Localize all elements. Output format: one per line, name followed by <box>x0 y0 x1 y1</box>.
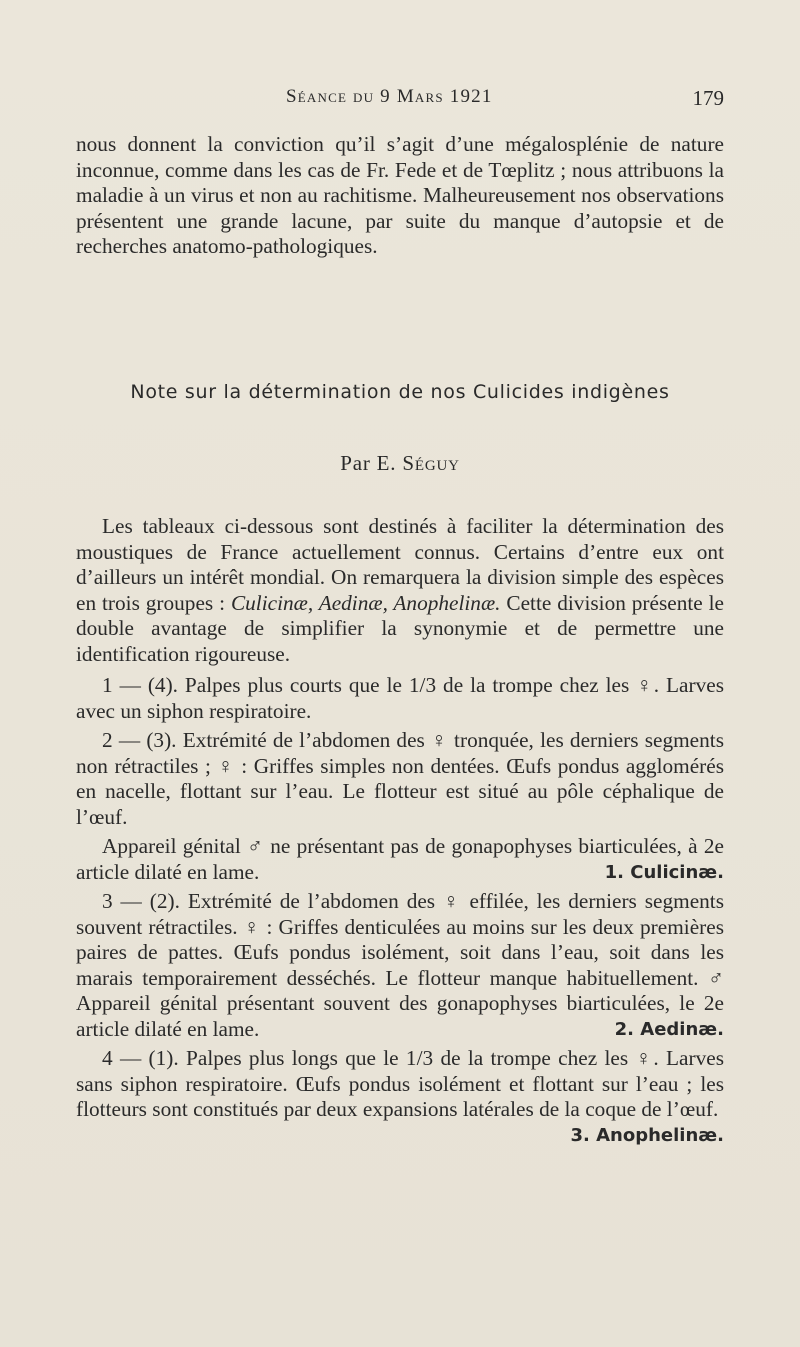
article-title: Note sur la détermination de nos Culicides indigènes <box>130 381 670 403</box>
key-entry-text: 2 — (3). Extrémité de l’abdomen des ♀ tronquée, les derniers segments non rétractiles ; ♀ : Griffes simples non dentées. Œufs pondus agglomérés en nacelle, flottant sur l’eau. Le flotteur est situé au pôle céphalique de l’œuf. <box>76 728 724 829</box>
key-entry-text: Appareil génital ♂ ne présentant pas de gonapophyses biarticulées, à 2e article dilaté en lame. <box>76 834 724 884</box>
article-groups: Culicinæ, Aedinæ, Anophelinæ. <box>230 590 501 615</box>
running-head-title: Séance du 9 Mars 1921 <box>286 86 493 107</box>
intro-paragraph: nous donnent la conviction qu’il s’agit d’une mégalosplénie de nature inconnue, comme dans les cas de Fr. Fede et de Tœplitz ; nous attribuons la maladie à un virus et non au rachitisme. Malheureusement nos observations présentent une grande lacune, par suite du manque d’autopsie et de recherches anatomo-pathologiques. <box>76 132 724 258</box>
author-name: Séguy <box>402 451 460 475</box>
key-entry-2 <box>76 728 724 830</box>
key-result-aedinae: 2. Aedinæ. <box>614 1018 724 1040</box>
intro-paragraph-block <box>76 132 724 260</box>
key-entry-3 <box>76 889 724 1042</box>
key-entry-2-continued <box>76 834 724 885</box>
running-head <box>76 86 724 114</box>
article-body <box>76 514 724 1148</box>
key-entry-4 <box>76 1046 724 1146</box>
article-author <box>76 451 724 476</box>
key-entry-text: 3 — (2). Extrémité de l’abdomen des ♀ effilée, les derniers segments souvent rétractiles. ♀ : Griffes denticulées au moins sur les deux premières paires de pattes. Œufs pondus isolément, soit dans l’eau, soit dans les marais temporairement desséchés. Le flotteur manque habituellement. ♂ Appareil génital présentant souvent des gonapophyses biarticulées, le 2e article dilaté en lame. <box>76 889 724 1041</box>
article-intro-tail: Cette division présente le double avantage de simplifier la synonymie et de permettre une identification rigoureuse. <box>76 590 724 666</box>
determination-key <box>76 673 724 1146</box>
author-prefix: Par E. <box>340 451 397 475</box>
key-entry-text: 4 — (1). Palpes plus longs que le 1/3 de la trompe chez les ♀. Larves sans siphon respiratoire. Œufs pondus isolément et flottant sur l’eau ; les flotteurs sont constitués par deux expansions latérales de la coque de l’œuf. <box>76 1046 724 1121</box>
article-intro <box>76 514 724 667</box>
page-number: 179 <box>692 86 724 110</box>
key-entry-1 <box>76 673 724 724</box>
key-entry-text: 1 — (4). Palpes plus courts que le 1/3 de la trompe chez les ♀. Larves avec un siphon respiratoire. <box>76 673 724 723</box>
key-result-culicinae: 1. Culicinæ. <box>604 861 724 883</box>
article-intro-text: Les tableaux ci-dessous sont destinés à faciliter la détermination des moustiques de France actuellement connus. Certains d’entre eux ont d’ailleurs un intérêt mondial. On remarquera la division simple des espèces en trois groupes : <box>76 514 724 615</box>
key-result-anophelinae: 3. Anophelinæ. <box>570 1124 724 1146</box>
